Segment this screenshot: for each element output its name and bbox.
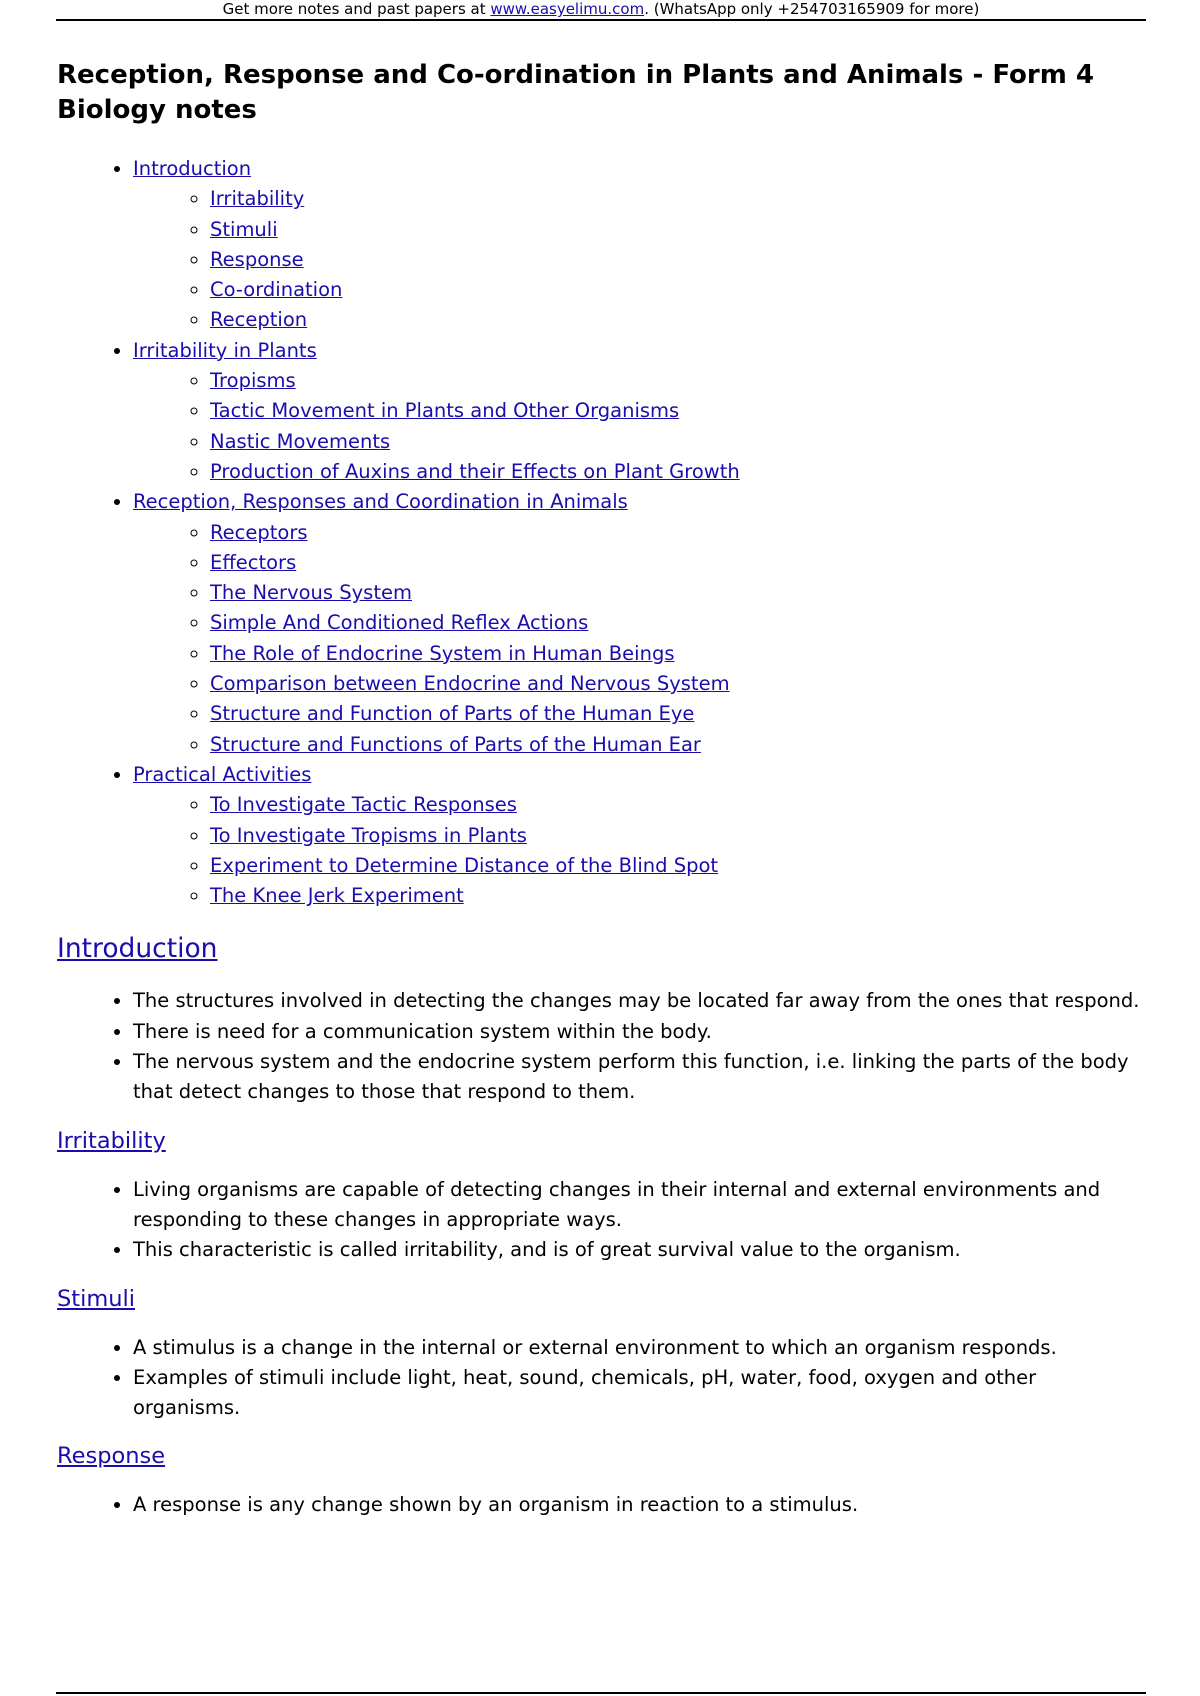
header-text: Get more notes and past papers at xyxy=(222,0,491,18)
list-item: • A response is any change shown by an organism in reaction to a stimulus. xyxy=(133,1490,1147,1520)
toc-sublink[interactable]: Structure and Function of Parts of the Human Eye xyxy=(210,702,695,726)
header-whatsapp-text: . (WhatsApp only +254703165909 for more) xyxy=(644,0,980,18)
section-heading-link[interactable]: Irritability xyxy=(57,1127,166,1154)
toc-link[interactable]: Reception, Responses and Coordination in Animals xyxy=(133,490,628,514)
stimuli-bullets xyxy=(57,1333,1147,1424)
toc-sublink[interactable]: To Investigate Tactic Responses xyxy=(210,793,517,817)
toc-item-irritability-in-plants xyxy=(133,336,1147,487)
toc-item-animals xyxy=(133,487,1147,760)
header-website-link[interactable]: www.easyelimu.com xyxy=(490,0,645,18)
toc-subitem xyxy=(210,851,1147,881)
toc-subitem xyxy=(210,790,1147,820)
list-item: • There is need for a communication system within the body. xyxy=(133,1017,1147,1047)
document-page xyxy=(57,58,1147,1521)
toc-sublink[interactable]: The Nervous System xyxy=(210,581,412,605)
toc-item-practical-activities xyxy=(133,760,1147,911)
toc-subitem xyxy=(210,881,1147,911)
list-item: • Examples of stimuli include light, heat, sound, chemicals, pH, water, food, oxygen and other organisms. xyxy=(133,1363,1147,1424)
toc-subitem xyxy=(210,518,1147,548)
toc-sublink[interactable]: Receptors xyxy=(210,520,308,544)
toc-subitem xyxy=(210,215,1147,245)
toc-sublink[interactable]: Nastic Movements xyxy=(210,429,391,453)
toc-sublink[interactable]: To Investigate Tropisms in Plants xyxy=(210,823,527,847)
page-header-banner xyxy=(56,0,1146,21)
toc-sublink[interactable]: Stimuli xyxy=(210,217,278,241)
toc-sublink[interactable]: Tropisms xyxy=(210,369,296,393)
section-heading-link[interactable]: Response xyxy=(57,1443,166,1470)
toc-sublink[interactable]: Irritability xyxy=(210,187,305,211)
toc-sublink[interactable]: Tactic Movement in Plants and Other Organisms xyxy=(210,399,680,423)
toc-sublink[interactable]: Experiment to Determine Distance of the Blind Spot xyxy=(210,853,719,877)
response-bullets xyxy=(57,1490,1147,1520)
toc-sublink[interactable]: The Role of Endocrine System in Human Beings xyxy=(210,641,675,665)
toc-subitem xyxy=(210,669,1147,699)
toc-subitem xyxy=(210,608,1147,638)
toc-sublink[interactable]: The Knee Jerk Experiment xyxy=(210,884,464,908)
section-heading-link[interactable]: Stimuli xyxy=(57,1285,136,1312)
toc-subitem xyxy=(210,184,1147,214)
toc-subitem xyxy=(210,548,1147,578)
list-item: • The structures involved in detecting the changes may be located far away from the ones that respond. xyxy=(133,986,1147,1016)
toc-sublink[interactable]: Reception xyxy=(210,308,308,332)
toc-subitem xyxy=(210,305,1147,335)
toc-sublink[interactable]: Production of Auxins and their Effects on Plant Growth xyxy=(210,459,740,483)
toc-link[interactable]: Practical Activities xyxy=(133,762,312,786)
toc-subitem xyxy=(210,245,1147,275)
toc-sublist xyxy=(133,518,1147,760)
toc-sublist xyxy=(133,366,1147,487)
toc-sublink[interactable]: Response xyxy=(210,247,304,271)
toc-sublink[interactable]: Co-ordination xyxy=(210,278,343,302)
toc-sublink[interactable]: Effectors xyxy=(210,550,297,574)
toc-subitem xyxy=(210,275,1147,305)
section-heading-introduction xyxy=(57,932,1147,966)
introduction-bullets xyxy=(57,986,1147,1107)
page-footer-rule xyxy=(56,1692,1146,1694)
page-title: Reception, Response and Co-ordination in Plants and Animals - Form 4 Biology notes xyxy=(57,60,1094,125)
toc-subitem xyxy=(210,730,1147,760)
toc-sublink[interactable]: Structure and Functions of Parts of the Human Ear xyxy=(210,732,701,756)
table-of-contents xyxy=(57,154,1147,911)
toc-sublist xyxy=(133,790,1147,911)
toc-subitem xyxy=(210,699,1147,729)
irritability-bullets xyxy=(57,1175,1147,1266)
toc-subitem xyxy=(210,639,1147,669)
toc-subitem xyxy=(210,366,1147,396)
list-item: • The nervous system and the endocrine system perform this function, i.e. linking the parts of the body that detect changes to those that respond to them. xyxy=(133,1047,1147,1108)
toc-subitem xyxy=(210,821,1147,851)
toc-subitem xyxy=(210,427,1147,457)
toc-sublist xyxy=(133,184,1147,335)
section-heading-stimuli xyxy=(57,1284,1147,1314)
toc-link[interactable]: Introduction xyxy=(133,157,252,180)
toc-subitem xyxy=(210,396,1147,426)
list-item: • Living organisms are capable of detecting changes in their internal and external environments and responding to these changes in appropriate ways. xyxy=(133,1175,1147,1236)
section-heading-irritability xyxy=(57,1126,1147,1156)
list-item: • A stimulus is a change in the internal or external environment to which an organism responds. xyxy=(133,1333,1147,1363)
section-heading-response xyxy=(57,1441,1147,1471)
toc-item-introduction xyxy=(133,154,1147,336)
toc-subitem xyxy=(210,457,1147,487)
list-item: • This characteristic is called irritability, and is of great survival value to the organism. xyxy=(133,1235,1147,1265)
section-heading-link[interactable]: Introduction xyxy=(57,933,218,965)
toc-sublink[interactable]: Comparison between Endocrine and Nervous System xyxy=(210,672,730,696)
toc-sublink[interactable]: Simple And Conditioned Reflex Actions xyxy=(210,611,589,635)
toc-link[interactable]: Irritability in Plants xyxy=(133,338,317,362)
toc-subitem xyxy=(210,578,1147,608)
